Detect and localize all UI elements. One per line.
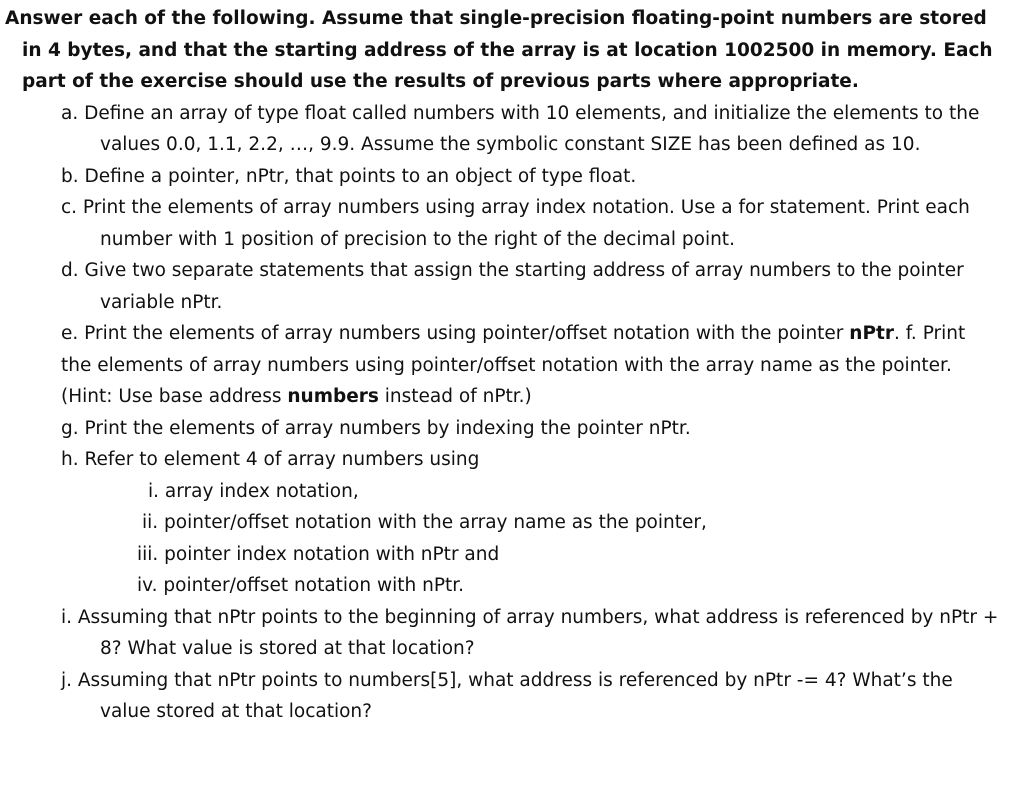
part-h-sub-i: i. array index notation,	[148, 480, 359, 502]
part-i: i. Assuming that nPtr points to the beginning of array numbers, what address is referenced by nPtr + 8? What value is stored at that location?	[61, 606, 999, 659]
part-b: b. Define a pointer, nPtr, that points to an object of type float.	[61, 165, 637, 187]
part-j: j. Assuming that nPtr points to numbers[5], what address is referenced by nPtr -= 4? What’s the value stored at that location?	[61, 669, 953, 722]
part-h-sub-iv: iv. pointer/offset notation with nPtr.	[137, 575, 465, 596]
part-a: a. Define an array of type float called numbers with 10 elements, and initialize the elements to the values 0.0, 1.1, 2.2, …, 9.9. Assume the symbolic constant SIZE has been defined as 10.	[61, 102, 980, 155]
part-h: h. Refer to element 4 of array numbers using	[61, 449, 480, 470]
exercise-intro: Answer each of the following. Assume that single-precision floating-point numbers are stored in 4 bytes, and that the starting address of the array is at location 1002500 in memory. Each part of the exercise should use the results of previous parts where appropriate.	[5, 8, 993, 92]
part-f-end: instead of nPtr.)	[378, 386, 532, 407]
part-f-bold: numbers	[287, 386, 379, 407]
part-h-sub-ii: ii. pointer/offset notation with the array name as the pointer,	[142, 512, 707, 533]
part-g: g. Print the elements of array numbers by indexing the pointer nPtr.	[61, 417, 691, 439]
part-e-f	[0, 318, 1000, 413]
part-c: c. Print the elements of array numbers using array index notation. Use a for statement. Print each number with 1 position of precision to the right of the decimal point.	[61, 197, 970, 250]
exercise-document	[0, 3, 1000, 728]
part-e-bold: nPtr	[849, 323, 894, 344]
part-e-text: e. Print the elements of array numbers using pointer/offset notation with the pointer	[61, 323, 850, 344]
part-h-sub-iii: iii. pointer index notation with nPtr and	[137, 543, 500, 565]
part-f-text: . f. Print the elements of array numbers using pointer/offset notation with the array name as the pointer. (Hint: Use base address	[61, 323, 966, 407]
part-d: d. Give two separate statements that assign the starting address of array numbers to the pointer variable nPtr.	[61, 260, 964, 313]
